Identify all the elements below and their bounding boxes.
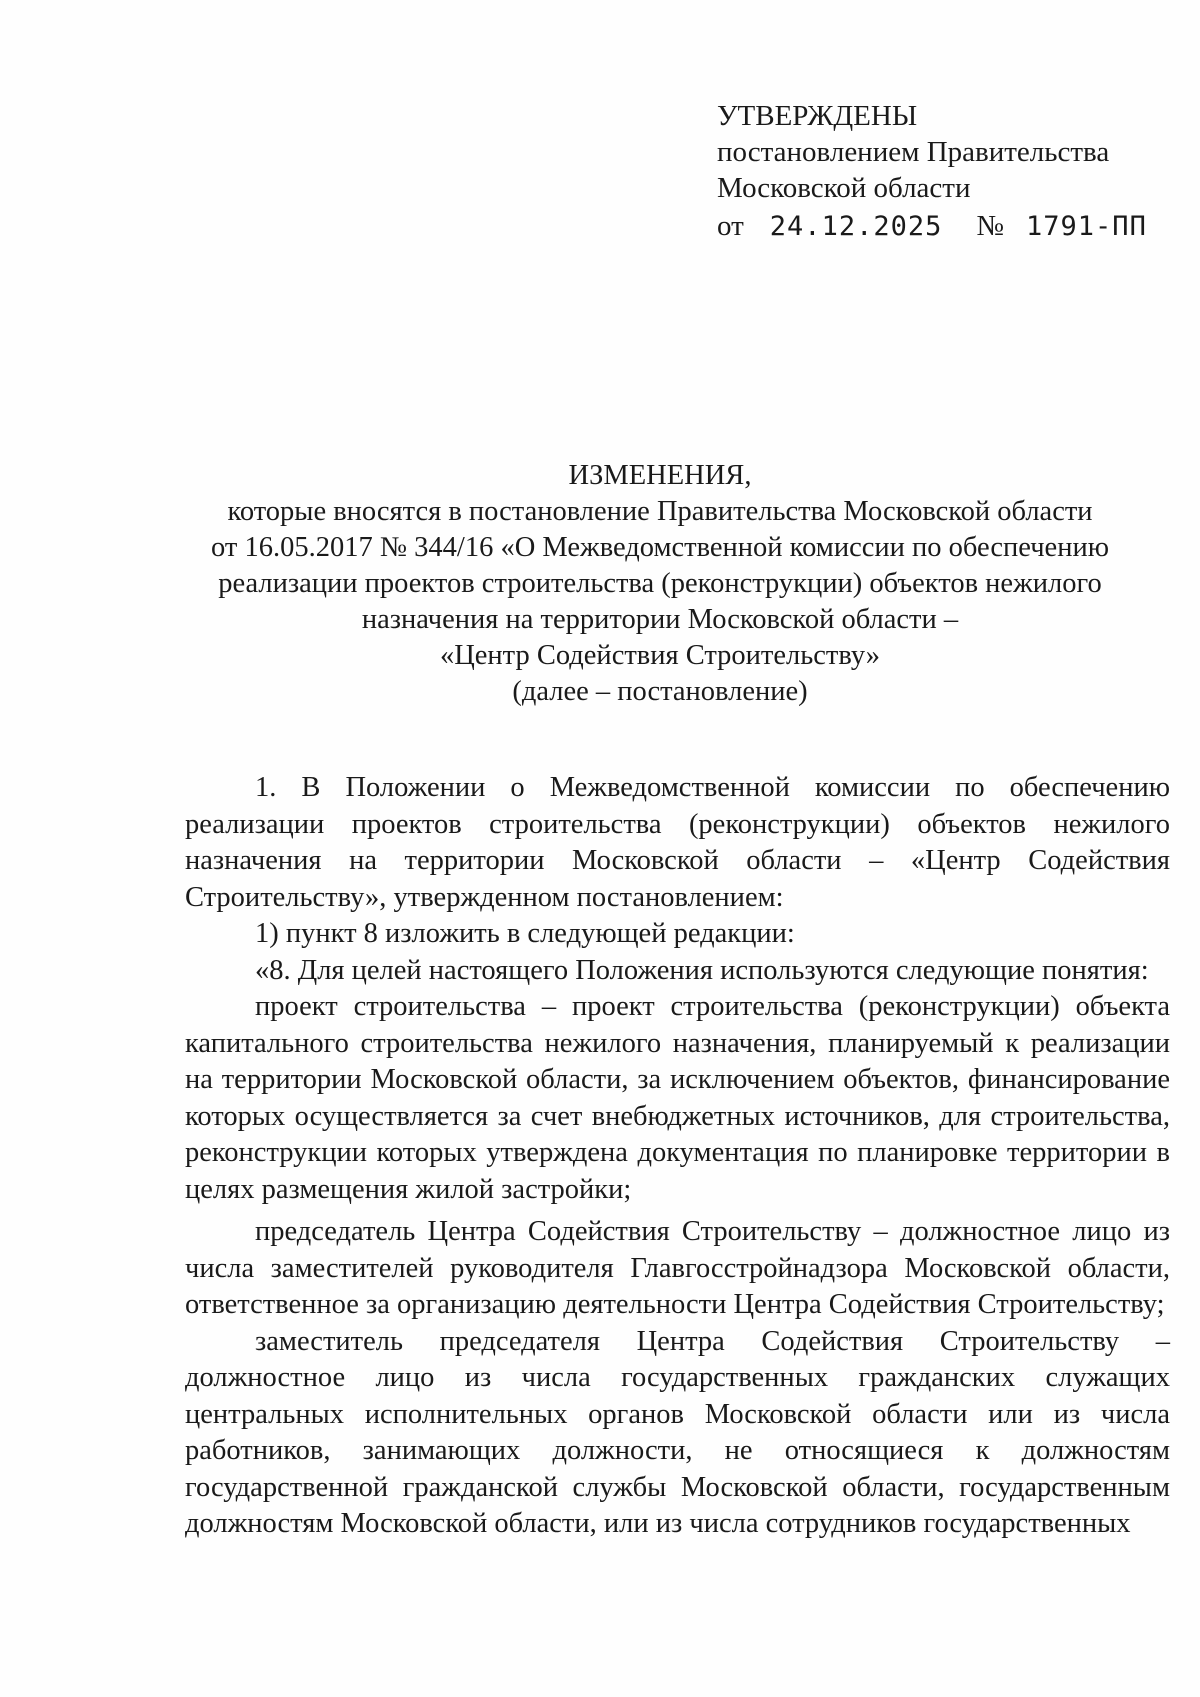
body-paragraph: заместитель председателя Центра Содействия Строительству – должностное лицо из числа государственных гражданских служащих центральных исполнительных органов Московской области или из числа работников, занимающих должности, не относящиеся к должностям государственной гражданской службы Московской области, государственным должностям Московской области, или из числа сотрудников государственных [185,1325,1170,1539]
approval-line-2: Московской области [717,172,971,204]
title-line: реализации проектов строительства (реконструкции) объектов нежилого [218,568,1102,599]
title-heading: ИЗМЕНЕНИЯ, [568,460,752,491]
body-paragraph: председатель Центра Содействия Строительству – должностное лицо из числа заместителей руководителя Главгосстройнадзора Московской области, ответственное за организацию деятельности Центра Содействия Строительству; [185,1216,1170,1320]
title-line: (далее – постановление) [512,676,808,707]
title-line: которые вносятся в постановление Правительства Московской области [227,496,1093,527]
title-line: «Центр Содействия Строительству» [439,640,881,671]
body-paragraph: «8. Для целей настоящего Положения используются следующие понятия: [255,954,1149,986]
body-paragraph: проект строительства – проект строительства (реконструкции) объекта капитального строительства нежилого назначения, планируемый к реализации на территории Московской области, за исключением объектов, финансирование которых осуществляется за счет внебюджетных источников, для строительства, реконструкции которых утверждена документация по планировке территории в целях размещения жилой застройки; [185,991,1170,1205]
approval-number-sign: № [976,210,1005,242]
body-paragraph: 1) пункт 8 изложить в следующей редакции: [255,918,795,949]
document-title [180,458,1140,710]
title-line: назначения на территории Московской области – [361,604,959,635]
approval-line-1: постановлением Правительства [717,136,1110,168]
approval-date: 24.12.2025 [769,211,943,242]
approval-block [717,98,1147,245]
approval-date-line [717,208,1147,245]
document-body [185,770,1170,1543]
body-paragraph: 1. В Положении о Межведомственной комиссии по обеспечению реализации проектов строительства (реконструкции) объектов нежилого назначения на территории Московской области – «Центр Содействия Строительству», утвержденном постановлением: [185,772,1170,913]
approval-heading: УТВЕРЖДЕНЫ [717,100,918,132]
title-line: от 16.05.2017 № 344/16 «О Межведомственной комиссии по обеспечению [211,532,1109,563]
approval-from-label: от [717,210,744,242]
approval-number: 1791-ПП [1026,211,1147,242]
